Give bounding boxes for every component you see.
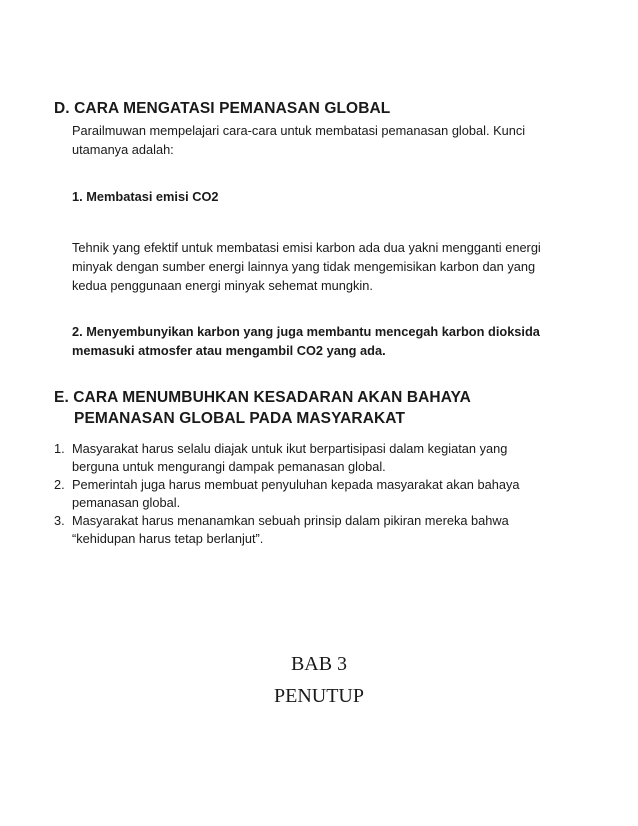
section-d-intro-line-1: Parailmuwan mempelajari cara-cara untuk membatasi pemanasan global. Kunci: [72, 123, 526, 138]
point-2-line-2: memasuki atmosfer atau mengambil CO2 yang ada.: [72, 343, 386, 358]
list-item-text-line-2: “kehidupan harus tetap berlanjut”.: [72, 531, 264, 546]
point-1-line-2: minyak dengan sumber energi lainnya yang tidak mengemisikan karbon dan yang: [72, 259, 536, 274]
list-item-text-line-2: pemanasan global.: [72, 495, 181, 510]
list-item: [54, 440, 594, 476]
list-item: [54, 476, 594, 512]
list-item-text-line-1: Pemerintah juga harus membuat penyuluhan kepada masyarakat akan bahaya: [72, 477, 520, 492]
list-item-number: 1.: [54, 441, 65, 456]
section-e-heading-line-1: E. CARA MENUMBUHKAN KESADARAN AKAN BAHAYA: [54, 389, 471, 406]
point-1-title: 1. Membatasi emisi CO2: [72, 189, 219, 204]
point-1-line-3: kedua penggunaan energi minyak sehemat mungkin.: [72, 278, 373, 293]
section-d-intro-line-2: utamanya adalah:: [72, 142, 174, 157]
list-item: [54, 512, 594, 548]
point-2-line-1: 2. Menyembunyikan karbon yang juga membantu mencegah karbon dioksida: [72, 324, 540, 339]
chapter-label: BAB 3: [290, 653, 348, 675]
chapter-title: PENUTUP: [273, 685, 364, 707]
list-item-text-line-1: Masyarakat harus selalu diajak untuk ikut berpartisipasi dalam kegiatan yang: [72, 441, 508, 456]
section-e-heading-line-2: PEMANASAN GLOBAL PADA MASYARAKAT: [74, 410, 406, 427]
list-item-number: 3.: [54, 513, 65, 528]
section-d-heading: D. CARA MENGATASI PEMANASAN GLOBAL: [54, 100, 391, 117]
list-item-text-line-1: Masyarakat harus menanamkan sebuah prinsip dalam pikiran mereka bahwa: [72, 513, 509, 528]
list-item-number: 2.: [54, 477, 65, 492]
point-1-line-1: Tehnik yang efektif untuk membatasi emisi karbon ada dua yakni mengganti energi: [72, 240, 541, 255]
list-item-text-line-2: berguna untuk mengurangi dampak pemanasan global.: [72, 459, 386, 474]
